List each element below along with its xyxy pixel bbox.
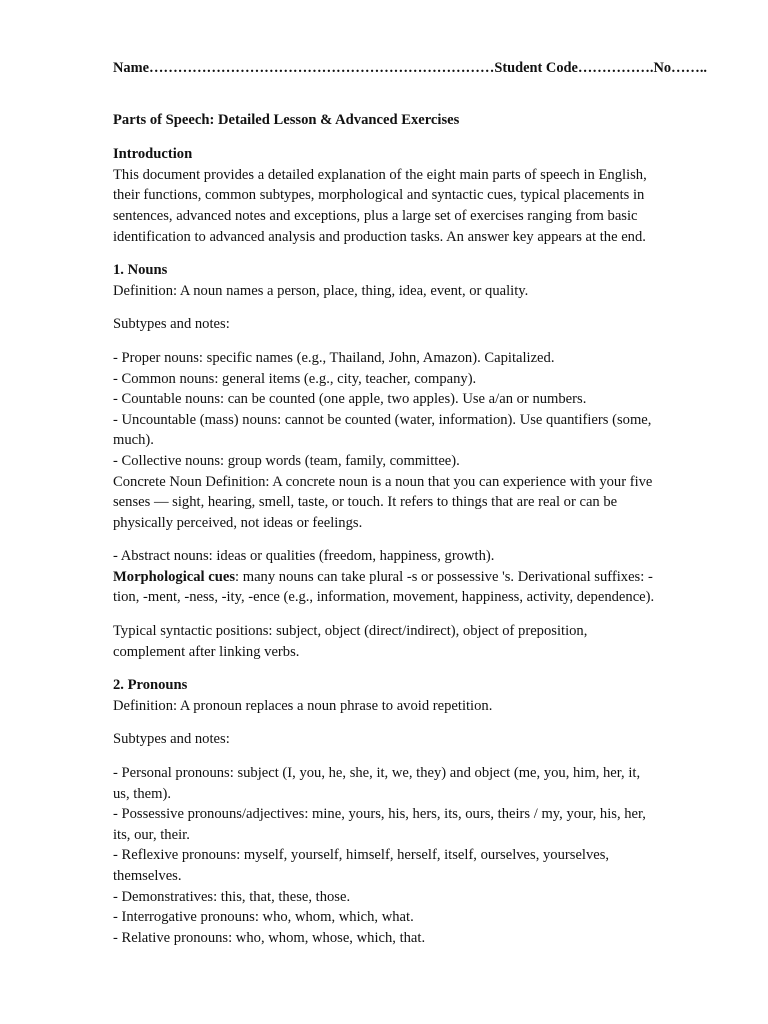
concrete-noun-definition: Concrete Noun Definition: A concrete noun is a noun that you can experience with your five senses — sight, hearing, smell, taste, or touch. It refers to things that are real or can be physically perceived, not ideas or feelings. [113,473,653,531]
list-item: - Common nouns: general items (e.g., city, teacher, company). [113,370,477,387]
name-field-label: Name………………………………………………………………Student Code…………….No…….. [113,60,708,76]
nouns-heading: 1. Nouns [113,262,168,279]
morphological-cues [113,567,658,608]
morphological-cues-label: Morphological cues [113,568,236,585]
list-item: - Interrogative pronouns: who, whom, which, what. [113,909,414,926]
pronouns-subtype-list [113,763,658,948]
list-item: - Uncountable (mass) nouns: cannot be counted (water, information). Use quantifiers (some, much). [113,411,652,449]
list-item: - Countable nouns: can be counted (one apple, two apples). Use a/an or numbers. [113,391,587,408]
list-item: - Collective nouns: group words (team, family, committee). [113,452,460,469]
list-item: - Reflexive pronouns: myself, yourself, himself, herself, itself, ourselves, yourselves, themselves. [113,847,610,884]
introduction-text: This document provides a detailed explanation of the eight main parts of speech in English, their functions, common subtypes, morphological and syntactic cues, typical placements in sentences, advanced notes and exceptions, plus a large set of exercises ranging from basic identification to advanced analysis and production tasks. An answer key appears at the end. [113,166,647,245]
abstract-nouns-item: - Abstract nouns: ideas or qualities (freedom, happiness, growth). [113,548,495,565]
pronouns-definition: Definition: A pronoun replaces a noun phrase to avoid repetition. [113,697,493,714]
nouns-syntactic-positions: Typical syntactic positions: subject, object (direct/indirect), object of preposition, complement after linking verbs. [113,623,588,660]
document-title: Parts of Speech: Detailed Lesson & Advanced Exercises [113,111,460,128]
morphological-cues-text: : many nouns can take plural -s or possessive 's. Derivational suffixes: -tion, -ment, -ness, -ity, -ence (e.g., information, movement, happiness, activity, dependence). [113,568,655,606]
list-item: - Relative pronouns: who, whom, whose, which, that. [113,929,426,946]
student-header [113,58,708,79]
list-item: - Personal pronouns: subject (I, you, he, she, it, we, they) and object (me, you, him, her, it, us, them). [113,765,641,802]
list-item: - Proper nouns: specific names (e.g., Thailand, John, Amazon). Capitalized. [113,349,555,366]
nouns-subtype-list [113,348,658,472]
list-item: - Possessive pronouns/adjectives: mine, yours, his, hers, its, ours, theirs / my, your, his, her, its, our, their. [113,806,646,843]
introduction-heading: Introduction [113,146,193,163]
nouns-subtypes-label: Subtypes and notes: [113,316,230,333]
document-page [113,58,708,948]
pronouns-subtypes-label: Subtypes and notes: [113,731,230,748]
list-item: - Demonstratives: this, that, these, those. [113,888,351,905]
nouns-definition: Definition: A noun names a person, place, thing, idea, event, or quality. [113,282,529,299]
pronouns-heading: 2. Pronouns [113,677,188,694]
